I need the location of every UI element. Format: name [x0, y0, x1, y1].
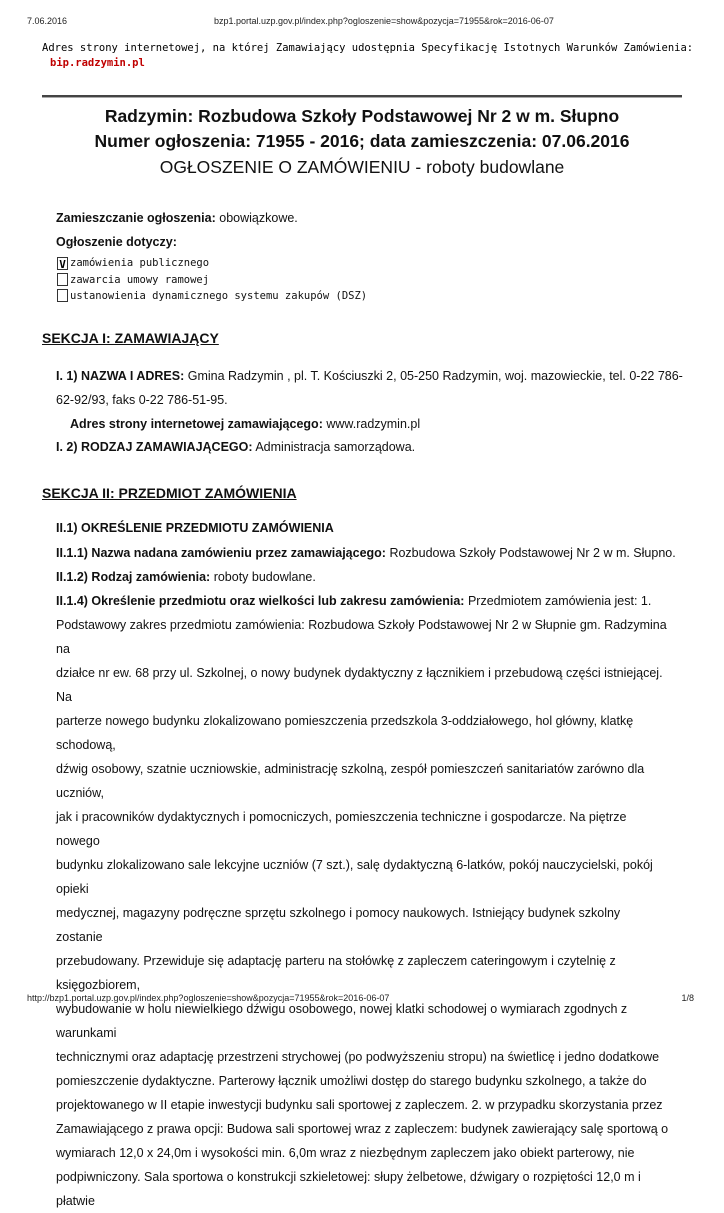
- announcement-type: OGŁOSZENIE O ZAMÓWIENIU - roboty budowlane: [159, 157, 565, 177]
- checkbox-public-procurement[interactable]: V: [57, 257, 68, 270]
- section-heading: SEKCJA I: ZAMAWIAJĄCY: [42, 330, 219, 346]
- description-line: Zamawiającego z prawa opcji: Budowa sali sportowej wraz z zapleczem: budynek zawierający salę sportową o: [56, 1122, 669, 1136]
- page-title: Radzymin: Rozbudowa Szkoły Podstawowej Nr 2 w m. Słupno: [104, 106, 620, 126]
- field-value: Rozbudowa Szkoły Podstawowej Nr 2 w m. Słupno.: [389, 546, 676, 560]
- header-divider: [42, 95, 682, 98]
- description-line: pomieszczenie dydaktyczne. Parterowy łącznik umożliwi dostęp do starego budynku szkolnego, a także do: [56, 1074, 647, 1088]
- checkbox-label: ustanowienia dynamicznego systemu zakupów (DSZ): [70, 290, 368, 302]
- authority-website: [70, 417, 420, 431]
- contracting-authority-address: [56, 369, 683, 383]
- field-label: II.1.1) Nazwa nadana zamówieniu przez zamawiającego:: [56, 546, 386, 560]
- description-line: podpiwniczony. Sala sportowa o konstrukcji szkieletowej: słupy żelbetowe, dźwigary o rozpiętości 12,0 m i płatwie: [56, 1170, 641, 1208]
- section-heading: SEKCJA II: PRZEDMIOT ZAMÓWIENIA: [42, 485, 297, 501]
- print-footer-url: http://bzp1.portal.uzp.gov.pl/index.php?ogloszenie=show&pozycja=71955&rok=2016-06-07: [27, 993, 390, 1003]
- field-value: Gmina Radzymin , pl. T. Kościuszki 2, 05-250 Radzymin, woj. mazowieckie, tel. 0-22 786-: [187, 369, 683, 383]
- specification-link[interactable]: bip.radzymin.pl: [50, 57, 145, 69]
- contract-name: [56, 546, 676, 560]
- contracting-authority-address-cont: 62-92/93, faks 0-22 786-51-95.: [56, 393, 228, 407]
- field-label: II.1.2) Rodzaj zamówienia:: [56, 570, 211, 584]
- description-line: budynku zlokalizowano sale lekcyjne uczniów (7 szt.), salę dydaktyczną 6-latków, pokój nauczycielski, pokój opieki: [56, 858, 653, 896]
- description-line: wybudowanie w holu niewielkiego dźwigu osobowego, nowej klatki schodowej o wymiarach zgodnych z warunkami: [56, 1002, 628, 1040]
- contract-description: [56, 589, 670, 1213]
- print-date: 7.06.2016: [27, 16, 68, 26]
- description-line: parterze nowego budynku zlokalizowano pomieszczenia przedszkola 3-oddziałowego, hol główny, klatkę schodową,: [56, 714, 634, 752]
- checkbox-dynamic-purchasing-system[interactable]: [57, 289, 68, 302]
- description-line: działce nr ew. 68 przy ul. Szkolnej, o nowy budynek dydaktyczny z łącznikiem i przebudową części istniejącej. Na: [56, 666, 663, 704]
- description-line: [56, 589, 670, 613]
- concerns-label: Ogłoszenie dotyczy:: [56, 235, 177, 249]
- field-label: II.1.4) Określenie przedmiotu oraz wielkości lub zakresu zamówienia:: [56, 594, 465, 608]
- page-number: 1/8: [681, 993, 694, 1003]
- description-line: technicznymi oraz adaptację przestrzeni strychowej (po podwyższeniu stropu) na świetlicę i jedno dodatkowe: [56, 1050, 660, 1064]
- checkbox-label: zamówienia publicznego: [70, 257, 210, 269]
- description-line: jak i pracowników dydaktycznych i pomocniczych, pomieszczenia techniczne i gospodarcze. Na piętrze nowego: [56, 810, 627, 848]
- description-line: przebudowany. Przewiduje się adaptację parteru na stołówkę z zapleczem cateringowym i czytelnię z księgozbiorem,: [56, 954, 616, 992]
- announcement-number: Numer ogłoszenia: 71955 - 2016; data zamieszczenia: 07.06.2016: [94, 131, 630, 151]
- posting-label: Zamieszczanie ogłoszenia:: [56, 211, 216, 225]
- field-label: I. 1) NAZWA I ADRES:: [56, 369, 185, 383]
- description-line: medycznej, magazyny podręczne sprzętu szkolnego i pomocy naukowych. Istniejący budynek szkolny zostanie: [56, 906, 621, 944]
- field-value: Przedmiotem zamówienia jest: 1.: [467, 594, 652, 608]
- field-value: Administracja samorządowa.: [255, 440, 416, 454]
- authority-type: [56, 440, 415, 454]
- contract-kind: [56, 570, 316, 584]
- checkbox-label: zawarcia umowy ramowej: [70, 274, 210, 286]
- description-line: projektowanego w II etapie inwestycji budynku sali sportowej z zapleczem. 2. w przypadku skorzystania przez: [56, 1098, 663, 1112]
- description-line: dźwig osobowy, szatnie uczniowskie, administrację szkolną, zespół pomieszczeń sanitariatów zarówno dla uczniów,: [56, 762, 645, 800]
- field-value: roboty budowlane.: [213, 570, 316, 584]
- subsection-heading: II.1) OKREŚLENIE PRZEDMIOTU ZAMÓWIENIA: [56, 521, 334, 535]
- print-header-url: bzp1.portal.uzp.gov.pl/index.php?ogloszenie=show&pozycja=71955&rok=2016-06-07: [214, 16, 554, 26]
- field-label: I. 2) RODZAJ ZAMAWIAJĄCEGO:: [56, 440, 253, 454]
- posting-value: obowiązkowe.: [219, 211, 298, 225]
- checkbox-framework-agreement[interactable]: [57, 273, 68, 286]
- field-label: Adres strony internetowej zamawiającego:: [70, 417, 323, 431]
- description-line: Podstawowy zakres przedmiotu zamówienia: Rozbudowa Szkoły Podstawowej Nr 2 w Słupnie gm. Radzymina na: [56, 618, 667, 656]
- description-line: wymiarach 12,0 x 24,0m i wysokości min. 6,0m wraz z niezbędnym zapleczem jako obiekt parterowy, nie: [56, 1146, 635, 1160]
- specification-notice: Adres strony internetowej, na której Zamawiający udostępnia Specyfikację Istotnych Warunków Zamówienia:: [42, 42, 694, 54]
- posting-row: [56, 211, 298, 225]
- field-value: www.radzymin.pl: [326, 417, 421, 431]
